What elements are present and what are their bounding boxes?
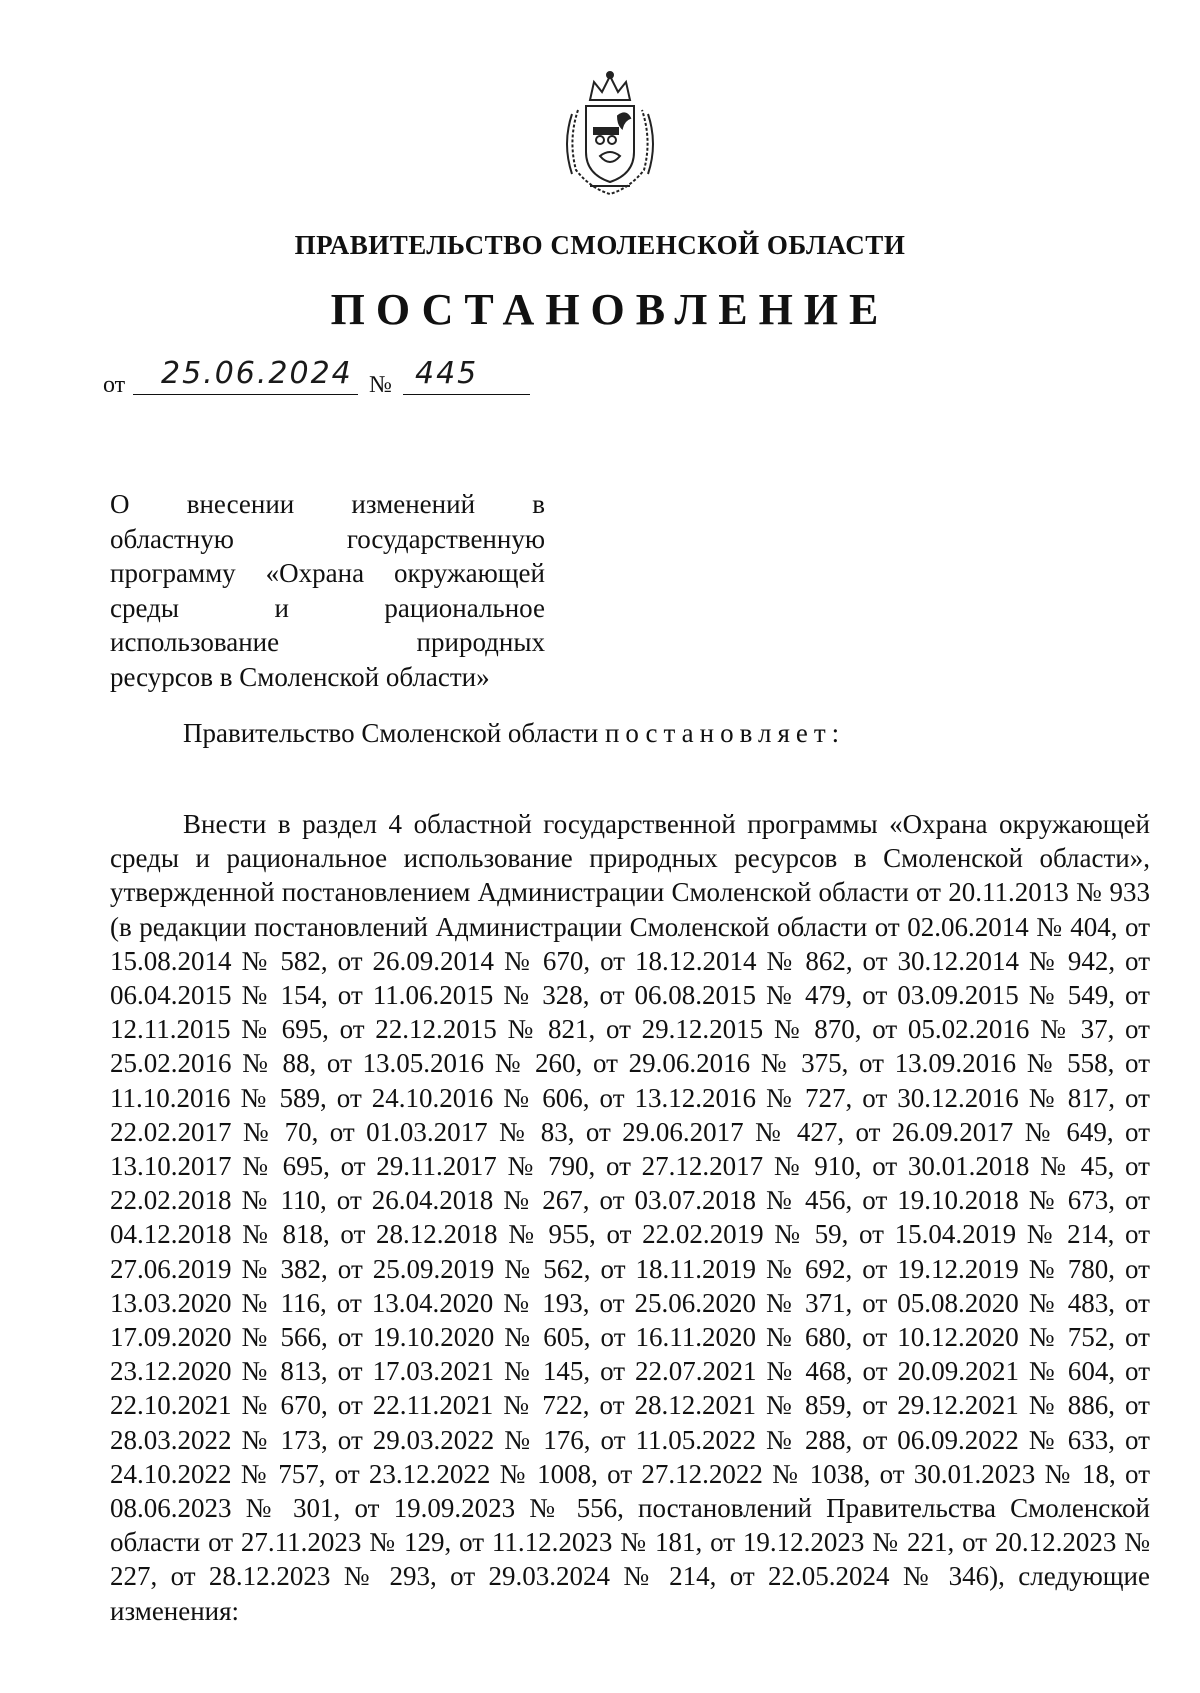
number-field [403, 356, 530, 395]
body-paragraph: Внести в раздел 4 областной государственной программы «Охрана окружающей среды и рациональное использование природных ресурсов в Смоленской области», утвержденной постановлением Администрации Смоленской области от 20.11.2013 № 933 (в редакции постановлений Администрации Смоленской области от 02.06.2014 № 404, от 15.08.2014 № 582, от 26.09.2014 № 670, от 18.12.2014 № 862, от 30.12.2014 № 942, от 06.04.2015 № 154, от 11.06.2015 № 328, от 06.08.2015 № 479, от 03.09.2015 № 549, от 12.11.2015 № 695, от 22.12.2015 № 821, от 29.12.2015 № 870, от 05.02.2016 № 37, от 25.02.2016 № 88, от 13.05.2016 № 260, от 29.06.2016 № 375, от 13.09.2016 № 558, от 11.10.2016 № 589, от 24.10.2016 № 606, от 13.12.2016 № 727, от 30.12.2016 № 817, от 22.02.2017 № 70, от 01.03.2017 № 83, от 29.06.2017 № 427, от 26.09.2017 № 649, от 13.10.2017 № 695, от 29.11.2017 № 790, от 27.12.2017 № 910, от 30.01.2018 № 45, от 22.02.2018 № 110, от 26.04.2018 № 267, от 03.07.2018 № 456, от 19.10.2018 № 673, от 04.12.2018 № 818, от 28.12.2018 № 955, от 22.02.2019 № 59, от 15.04.2019 № 214, от 27.06.2019 № 382, от 25.09.2019 № 562, от 18.11.2019 № 692, от 19.12.2019 № 780, от 13.03.2020 № 116, от 13.04.2020 № 193, от 25.06.2020 № 371, от 05.08.2020 № 483, от 17.09.2020 № 566, от 19.10.2020 № 605, от 16.11.2020 № 680, от 10.12.2020 № 752, от 23.12.2020 № 813, от 17.03.2021 № 145, от 22.07.2021 № 468, от 20.09.2021 № 604, от 22.10.2021 № 670, от 22.11.2021 № 722, от 28.12.2021 № 859, от 29.12.2021 № 886, от 28.03.2022 № 173, от 29.03.2022 № 176, от 11.05.2022 № 288, от 06.09.2022 № 633, от 24.10.2022 № 757, от 23.12.2022 № 1008, от 27.12.2022 № 1038, от 30.01.2023 № 18, от 08.06.2023 № 301, от 19.09.2023 № 556, постановлений Правительства Смоленской области от 27.11.2023 № 129, от 11.12.2023 № 181, от 19.12.2023 № 221, от 20.12.2023 № 227, от 28.12.2023 № 293, от 29.03.2024 № 214, от 22.05.2024 № 346), следующие изменения: [110, 809, 1150, 1626]
smolensk-coat-of-arms-icon [560, 70, 660, 198]
subject-line: О внесении изменений в [110, 489, 545, 519]
date-field [133, 356, 358, 395]
subject-line: среды и рациональное [110, 592, 545, 623]
document-meta [103, 356, 623, 402]
document-subject [110, 487, 545, 694]
number-label: № [369, 372, 392, 398]
number-value: 445 [415, 356, 479, 391]
decree-statement [183, 718, 845, 749]
subject-line: программу «Охрана окружающей [110, 558, 545, 588]
subject-line: ресурсов в Смоленской области» [110, 661, 490, 692]
subject-line: областную государственную [110, 523, 545, 554]
decree-lead: Правительство Смоленской области [183, 718, 605, 748]
subject-line: использование природных [110, 627, 545, 657]
date-value: 25.06.2024 [161, 356, 353, 391]
decree-action: постановляет: [604, 718, 846, 748]
date-label: от [103, 372, 126, 398]
document-type-title: ПОСТАНОВЛЕНИЕ [330, 285, 890, 334]
organization-name: ПРАВИТЕЛЬСТВО СМОЛЕНСКОЙ ОБЛАСТИ [294, 230, 906, 260]
